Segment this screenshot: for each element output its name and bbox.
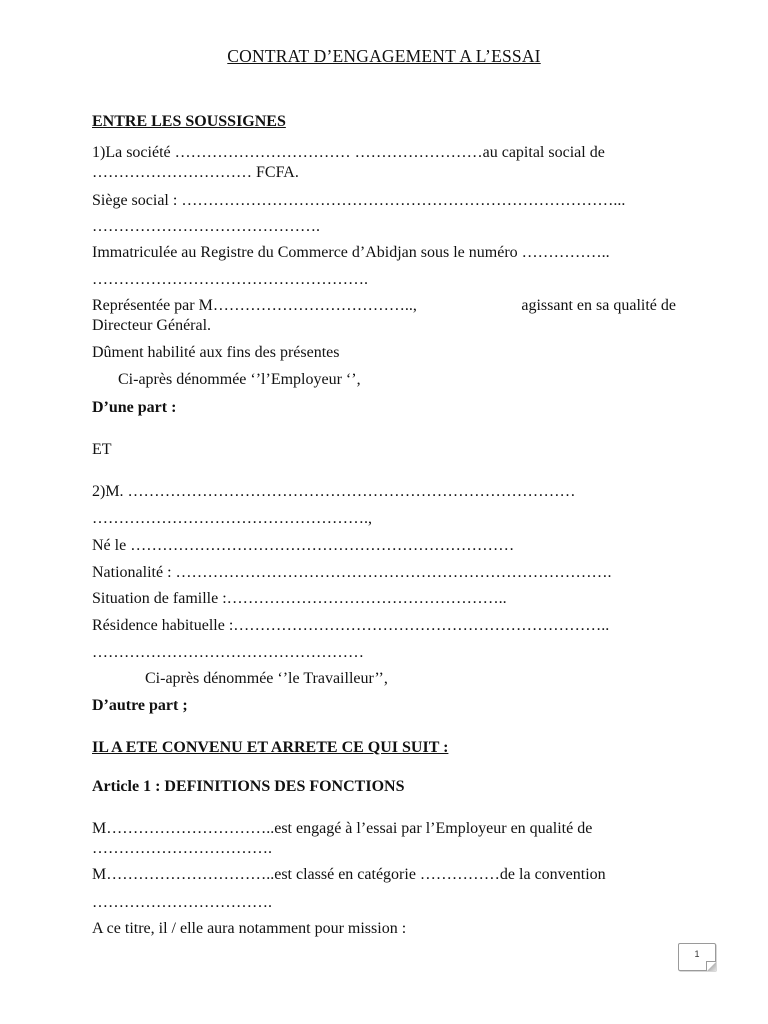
- employer-representative-role: agissant en sa qualité de: [521, 297, 676, 314]
- worker-residence: Résidence habituelle :……………………………………………………………..: [92, 617, 610, 634]
- employer-representative: [92, 296, 676, 316]
- employer-designation: Ci-après dénommée ‘’l’Employeur ‘’,: [118, 371, 361, 388]
- section-parties-heading: ENTRE LES SOUSSIGNES: [92, 113, 286, 130]
- worker-birth: Né le ………………………………………………………………: [92, 537, 515, 554]
- page-number: 1: [694, 949, 700, 959]
- worker-residence-cont: ……………………………………………: [92, 644, 364, 661]
- employer-representative-name: Représentée par M………………………………..,: [92, 297, 417, 314]
- page-number-badge: [678, 943, 716, 971]
- worker-designation: Ci-après dénommée ‘’le Travailleur’’,: [145, 670, 388, 687]
- employer-registration: Immatriculée au Registre du Commerce d’Abidjan sous le numéro ……………..: [92, 244, 610, 261]
- employer-authorization: Dûment habilité aux fins des présentes: [92, 344, 340, 361]
- employer-head-office-cont: …………………………………….: [92, 218, 320, 235]
- article-1-engagement-cont: …………………………….: [92, 840, 272, 857]
- employer-title: Directeur Général.: [92, 317, 212, 334]
- article-1-classification-cont: …………………………….: [92, 894, 272, 911]
- worker-name: 2)M. …………………………………………………………………………: [92, 483, 576, 500]
- article-1-classification: M…………………………..est classé en catégorie ……………de la convention: [92, 866, 606, 883]
- et-separator: ET: [92, 441, 112, 458]
- agreement-heading: IL A ETE CONVENU ET ARRETE CE QUI SUIT :: [92, 739, 449, 756]
- article-1-heading: Article 1 : DEFINITIONS DES FONCTIONS: [92, 778, 405, 795]
- article-1-mission: A ce titre, il / elle aura notamment pour mission :: [92, 920, 407, 937]
- article-1-engagement: M…………………………..est engagé à l’essai par l’Employeur en qualité de: [92, 820, 593, 837]
- employer-line-1: 1)La société …………………………… ……………………au capital social de: [92, 144, 605, 161]
- employer-head-office: Siège social : ………………………………………………………………………...: [92, 192, 626, 209]
- employer-registration-cont: …………………………………………….: [92, 271, 368, 288]
- page-curl-icon: [706, 961, 716, 971]
- first-party-label: D’une part :: [92, 399, 177, 416]
- worker-name-cont: …………………………………………….,: [92, 510, 372, 527]
- employer-line-2: ………………………… FCFA.: [92, 164, 299, 181]
- worker-nationality: Nationalité : ……………………………………………………………………….: [92, 564, 612, 581]
- document-title: CONTRAT D’ENGAGEMENT A L’ESSAI: [227, 46, 541, 66]
- second-party-label: D’autre part ;: [92, 697, 188, 714]
- worker-family-status: Situation de famille :……………………………………………..: [92, 590, 507, 607]
